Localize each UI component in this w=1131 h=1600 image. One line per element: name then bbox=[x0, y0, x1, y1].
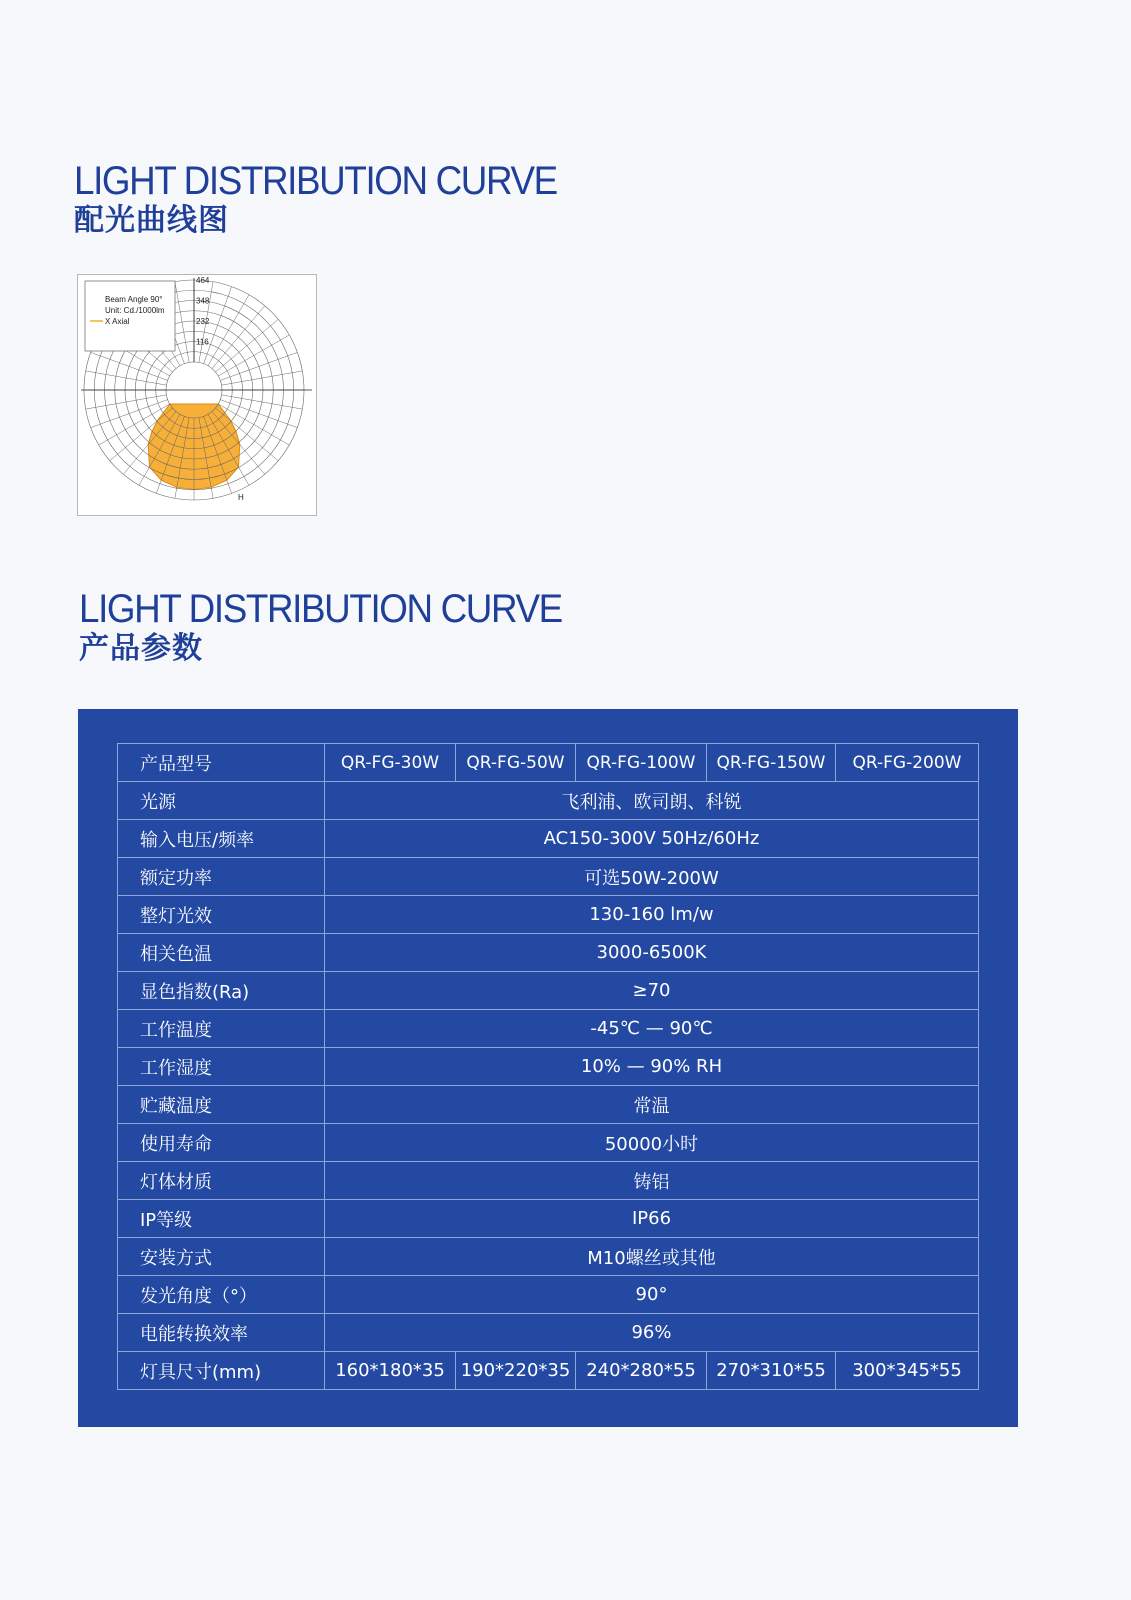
spec-row-label: 使用寿命 bbox=[118, 1124, 325, 1162]
spec-row-value: 130-160 lm/w bbox=[325, 896, 979, 934]
polar-chart-svg bbox=[78, 275, 316, 515]
spec-row bbox=[118, 1086, 979, 1124]
spec-title-en: LIGHT DISTRIBUTION CURVE bbox=[79, 587, 562, 631]
size-cell: 190*220*35 bbox=[456, 1352, 576, 1390]
grid-spoke bbox=[222, 371, 303, 385]
spec-row bbox=[118, 1010, 979, 1048]
spec-row bbox=[118, 1200, 979, 1238]
ring-label: 464 bbox=[196, 276, 210, 285]
spec-row-label: 电能转换效率 bbox=[118, 1314, 325, 1352]
curve-title-en: LIGHT DISTRIBUTION CURVE bbox=[74, 159, 557, 203]
spec-row-value: M10螺丝或其他 bbox=[325, 1238, 979, 1276]
spec-title-zh: 产品参数 bbox=[79, 631, 203, 666]
spec-row-value: 96% bbox=[325, 1314, 979, 1352]
model-cell: QR-FG-100W bbox=[576, 744, 707, 782]
chart-legend-box bbox=[85, 281, 175, 351]
spec-row-label: 显色指数(Ra) bbox=[118, 972, 325, 1010]
spec-row-label: 额定功率 bbox=[118, 858, 325, 896]
spec-table bbox=[117, 743, 979, 1390]
grid-spoke bbox=[218, 335, 289, 376]
spec-row bbox=[118, 820, 979, 858]
grid-spoke bbox=[220, 352, 297, 380]
ring-label: 116 bbox=[196, 337, 209, 347]
spec-row-label: 发光角度（°） bbox=[118, 1276, 325, 1314]
spec-row-value: 铸铝 bbox=[325, 1162, 979, 1200]
spec-section-heading bbox=[79, 588, 604, 668]
spec-row-value: 50000小时 bbox=[325, 1124, 979, 1162]
size-cell: 270*310*55 bbox=[707, 1352, 836, 1390]
spec-row-label: 光源 bbox=[118, 782, 325, 820]
ring-label: 232 bbox=[196, 317, 210, 326]
spec-row-value: AC150-300V 50Hz/60Hz bbox=[325, 820, 979, 858]
model-cell: QR-FG-30W bbox=[325, 744, 456, 782]
spec-row bbox=[118, 1276, 979, 1314]
legend-beam-angle: Beam Angle 90° bbox=[105, 295, 163, 304]
spec-row bbox=[118, 934, 979, 972]
spec-row-label: 工作湿度 bbox=[118, 1048, 325, 1086]
spec-row-value: ≥70 bbox=[325, 972, 979, 1010]
spec-row-label: 贮藏温度 bbox=[118, 1086, 325, 1124]
spec-row-label: 工作温度 bbox=[118, 1010, 325, 1048]
legend-unit: Unit: Cd./1000lm bbox=[105, 306, 165, 315]
spec-row-label: 灯体材质 bbox=[118, 1162, 325, 1200]
spec-row-value: 常温 bbox=[325, 1086, 979, 1124]
model-cell: QR-FG-150W bbox=[707, 744, 836, 782]
model-cell: QR-FG-50W bbox=[456, 744, 576, 782]
spec-row bbox=[118, 896, 979, 934]
spec-row-value: 可选50W-200W bbox=[325, 858, 979, 896]
grid-spoke bbox=[222, 395, 303, 409]
spec-row bbox=[118, 1124, 979, 1162]
polar-chart bbox=[77, 274, 317, 516]
curve-title-zh: 配光曲线图 bbox=[74, 203, 229, 238]
spec-row bbox=[118, 1314, 979, 1352]
grid-spoke bbox=[86, 395, 167, 409]
grid-spoke bbox=[175, 282, 189, 363]
spec-row-value: 90° bbox=[325, 1276, 979, 1314]
spec-row-value: -45℃ — 90℃ bbox=[325, 1010, 979, 1048]
spec-row-value: 10% — 90% RH bbox=[325, 1048, 979, 1086]
spec-row bbox=[118, 1162, 979, 1200]
spec-row-label: 输入电压/频率 bbox=[118, 820, 325, 858]
spec-row bbox=[118, 782, 979, 820]
spec-row-label: 整灯光效 bbox=[118, 896, 325, 934]
grid-spoke bbox=[86, 371, 167, 385]
size-cell: 300*345*55 bbox=[836, 1352, 979, 1390]
spec-size-row bbox=[118, 1352, 979, 1390]
spec-row-label: IP等级 bbox=[118, 1200, 325, 1238]
legend-series-name: X Axial bbox=[105, 317, 130, 326]
size-cell: 160*180*35 bbox=[325, 1352, 456, 1390]
ring-label: 348 bbox=[196, 296, 210, 306]
model-cell: QR-FG-200W bbox=[836, 744, 979, 782]
spec-row-label: 安装方式 bbox=[118, 1238, 325, 1276]
chart-h-label: H bbox=[238, 493, 244, 502]
spec-row-label: 相关色温 bbox=[118, 934, 325, 972]
spec-row-value: 3000-6500K bbox=[325, 934, 979, 972]
spec-header-row bbox=[118, 744, 979, 782]
size-cell: 240*280*55 bbox=[576, 1352, 707, 1390]
spec-row bbox=[118, 858, 979, 896]
spec-panel bbox=[78, 709, 1018, 1427]
spec-row-value: IP66 bbox=[325, 1200, 979, 1238]
curve-section-heading bbox=[74, 160, 599, 240]
spec-row bbox=[118, 1238, 979, 1276]
model-label: 产品型号 bbox=[118, 744, 325, 782]
spec-row-value: 飞利浦、欧司朗、科锐 bbox=[325, 782, 979, 820]
grid-spoke bbox=[208, 295, 249, 366]
grid-spoke bbox=[91, 352, 168, 380]
spec-row bbox=[118, 1048, 979, 1086]
spec-row bbox=[118, 972, 979, 1010]
size-label: 灯具尺寸(mm) bbox=[118, 1352, 325, 1390]
